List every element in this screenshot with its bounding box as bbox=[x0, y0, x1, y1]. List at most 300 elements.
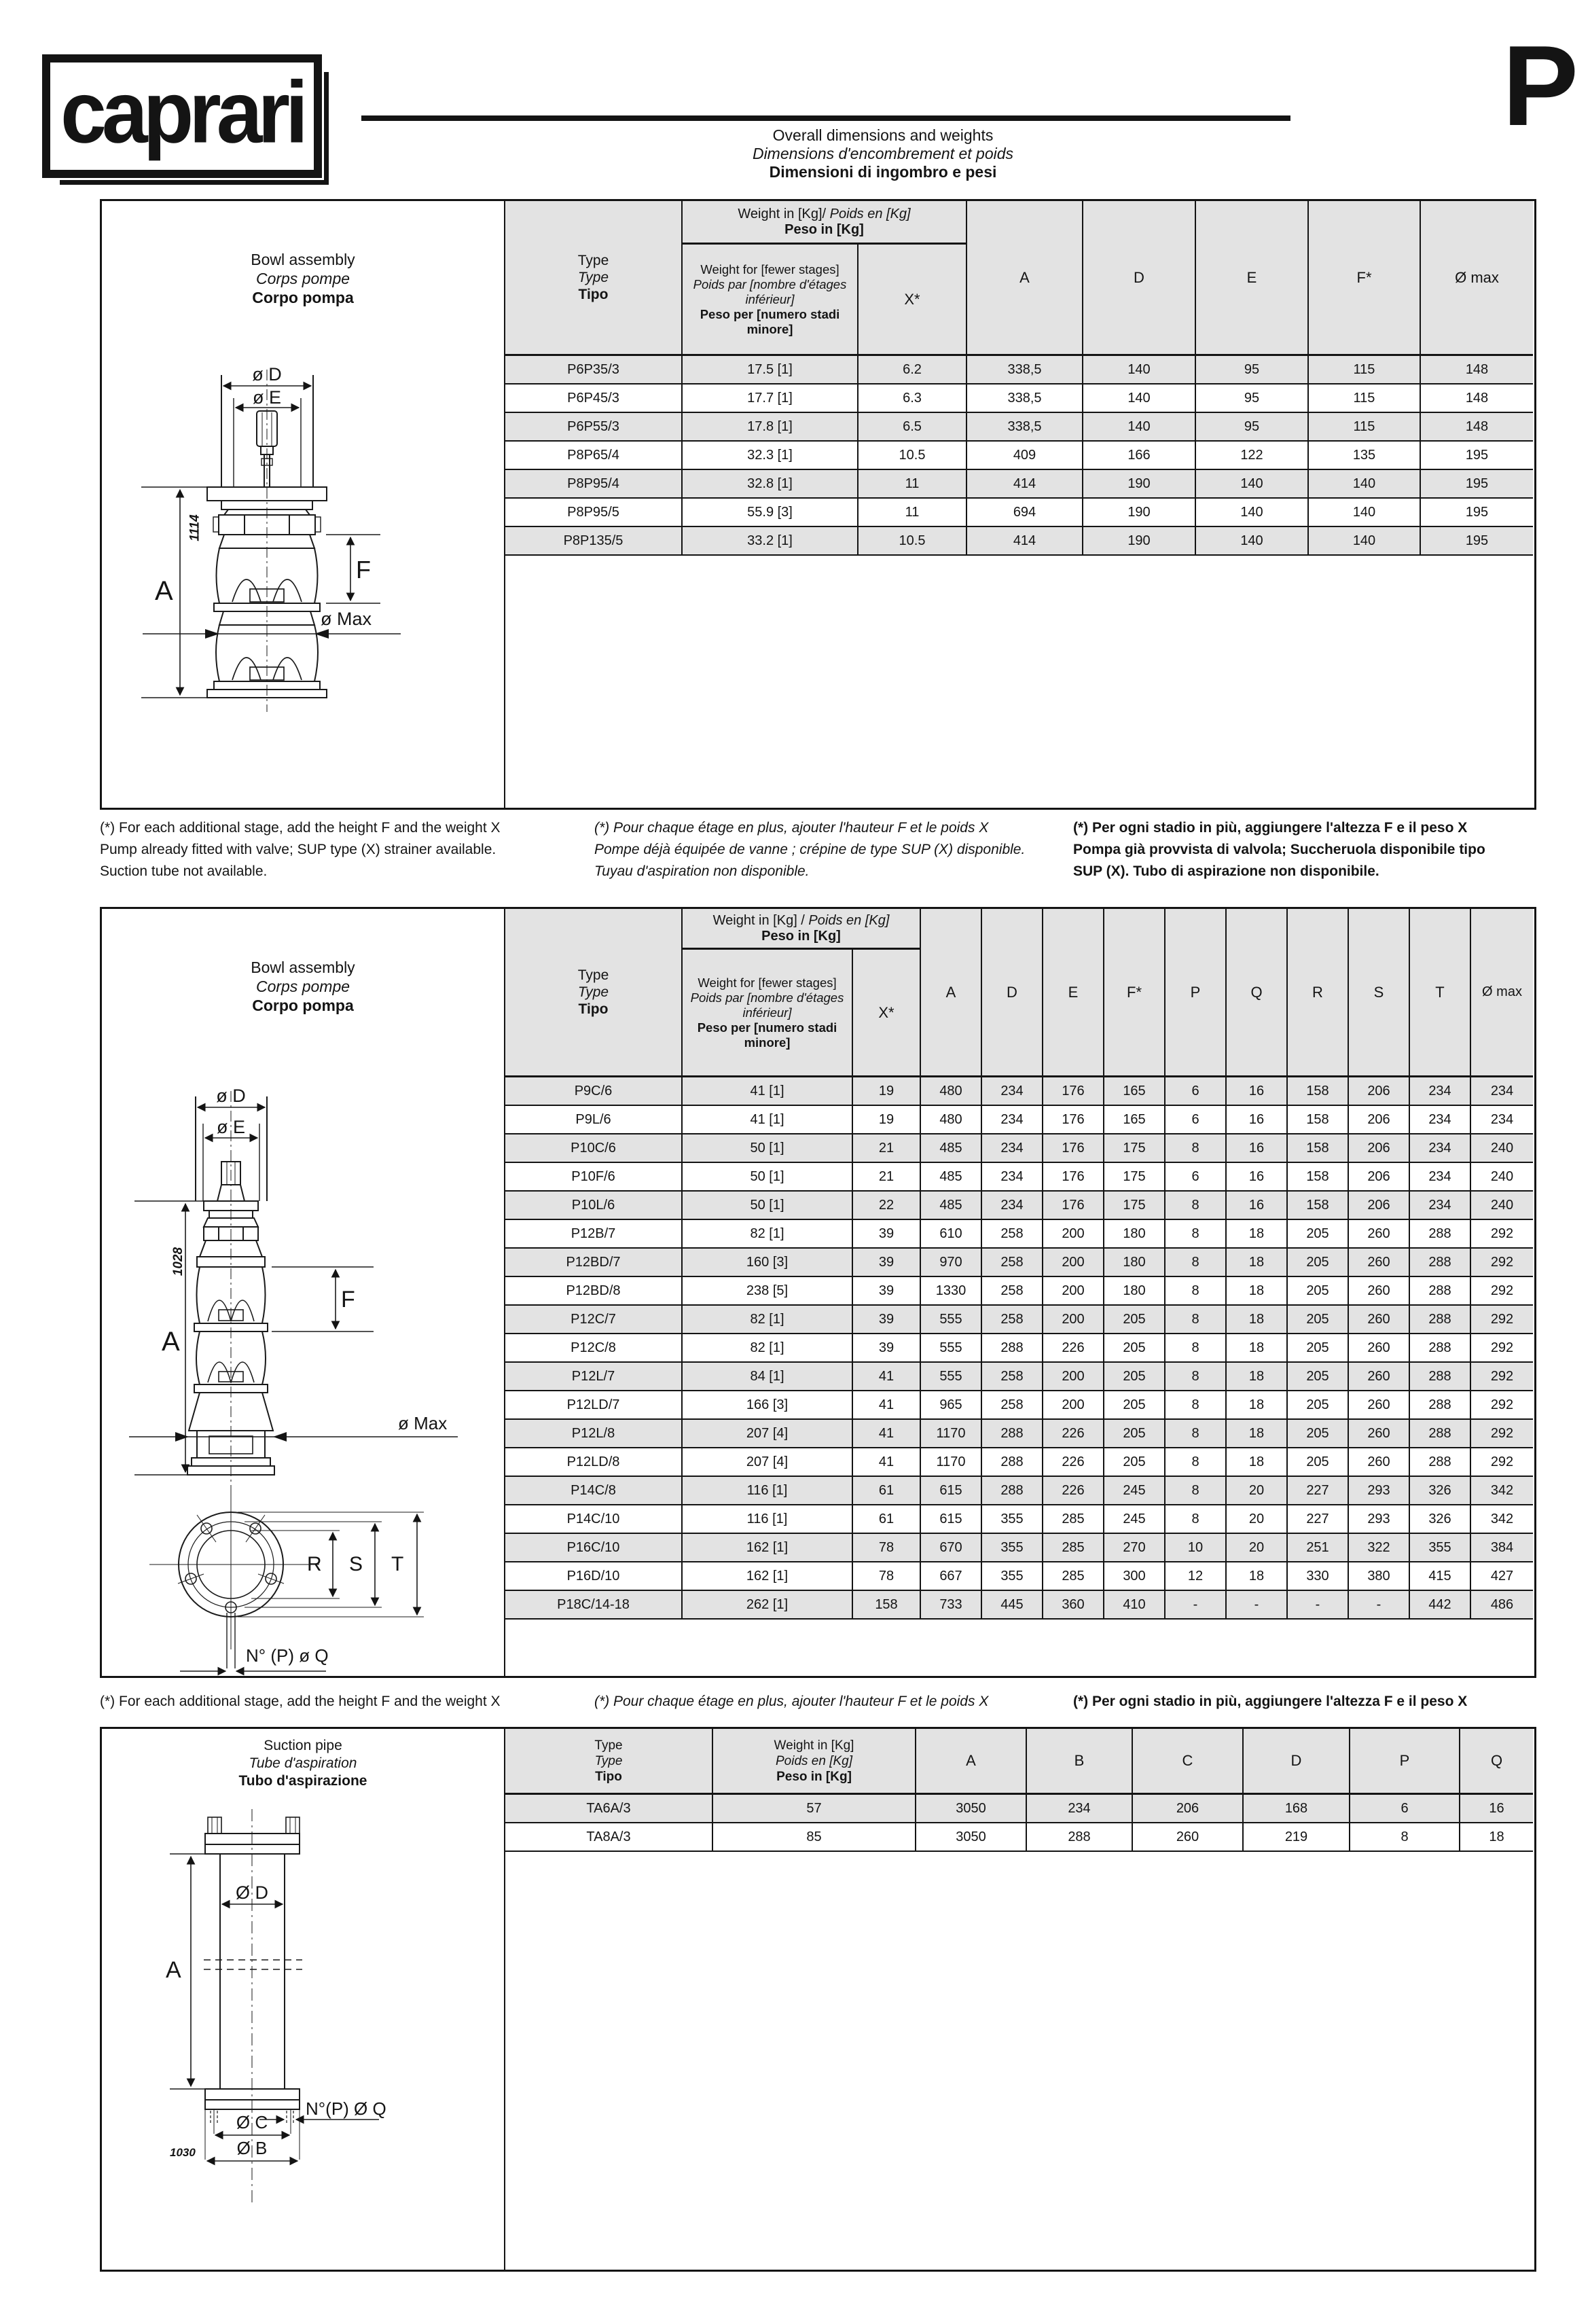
table-cell: 180 bbox=[1104, 1277, 1166, 1304]
table-cell: 21 bbox=[853, 1134, 921, 1162]
table-row bbox=[505, 1448, 1533, 1477]
table-cell: 10 bbox=[1166, 1534, 1227, 1561]
table-cell: 140 bbox=[1083, 385, 1196, 412]
table-cell: 10.5 bbox=[859, 527, 967, 554]
table-cell: 32.8 [1] bbox=[683, 470, 859, 497]
table-cell: 8 bbox=[1166, 1249, 1227, 1276]
table-cell: 260 bbox=[1349, 1220, 1410, 1247]
table-row bbox=[505, 527, 1533, 556]
table-cell: 175 bbox=[1104, 1192, 1166, 1219]
dim-label-s: S bbox=[349, 1553, 363, 1575]
col-header-Omax: Ø max bbox=[1482, 984, 1522, 999]
table-cell: 338,5 bbox=[967, 356, 1083, 383]
table-cell: P10L/6 bbox=[505, 1192, 683, 1219]
table-row bbox=[505, 1249, 1533, 1277]
table-cell: 200 bbox=[1043, 1220, 1104, 1247]
table-cell: 158 bbox=[853, 1591, 921, 1618]
dim-label-f: F bbox=[356, 556, 371, 584]
dim-label-npq: N° (P) ø Q bbox=[246, 1645, 329, 1666]
table-cell: 205 bbox=[1288, 1334, 1349, 1361]
table-cell: 18 bbox=[1227, 1334, 1288, 1361]
table-cell: 485 bbox=[921, 1192, 982, 1219]
table-cell: 10.5 bbox=[859, 442, 967, 469]
table-cell: 206 bbox=[1349, 1192, 1410, 1219]
table-cell: 140 bbox=[1196, 499, 1309, 526]
table-cell: 17.8 [1] bbox=[683, 413, 859, 440]
table-cell: P12B/7 bbox=[505, 1220, 683, 1247]
table-cell: 8 bbox=[1166, 1391, 1227, 1418]
table-cell: 8 bbox=[1166, 1277, 1227, 1304]
bowl-label-en: Bowl assembly bbox=[251, 251, 355, 268]
table-cell: 8 bbox=[1166, 1448, 1227, 1476]
dim-label-max: ø Max bbox=[398, 1413, 448, 1433]
table-cell: 158 bbox=[1288, 1106, 1349, 1133]
table-row bbox=[505, 356, 1533, 385]
weight-it: Peso in [Kg] bbox=[761, 928, 841, 944]
dim-label-d: ø D bbox=[252, 364, 282, 385]
table-cell: 240 bbox=[1490, 1168, 1514, 1184]
table-cell: 258 bbox=[982, 1249, 1043, 1276]
table-cell: P9C/6 bbox=[505, 1077, 683, 1105]
table-cell: 555 bbox=[921, 1334, 982, 1361]
table-cell: 50 [1] bbox=[683, 1163, 853, 1190]
table-cell: 195 bbox=[1465, 504, 1489, 520]
table-row bbox=[505, 1220, 1533, 1249]
table-cell: 6 bbox=[1166, 1106, 1227, 1133]
table-row bbox=[505, 1192, 1533, 1220]
drawing-code: 1028 bbox=[171, 1247, 186, 1276]
table-cell: 41 [1] bbox=[683, 1106, 853, 1133]
table-cell: 6.2 bbox=[859, 356, 967, 383]
table-cell: 260 bbox=[1349, 1249, 1410, 1276]
table-cell: 288 bbox=[1410, 1391, 1471, 1418]
table-cell: 251 bbox=[1288, 1534, 1349, 1561]
table-cell: - bbox=[1349, 1591, 1410, 1618]
suction-label-it: Tubo d'aspirazione bbox=[238, 1773, 367, 1789]
table-cell: 8 bbox=[1166, 1220, 1227, 1247]
table-cell: 292 bbox=[1490, 1340, 1514, 1355]
dim-label-r: R bbox=[307, 1553, 322, 1575]
table-cell: 176 bbox=[1043, 1192, 1104, 1219]
table-cell: 205 bbox=[1288, 1306, 1349, 1333]
table-cell: 258 bbox=[982, 1391, 1043, 1418]
table-cell: 486 bbox=[1490, 1596, 1514, 1612]
table-cell: 288 bbox=[1410, 1363, 1471, 1390]
table-cell: 176 bbox=[1043, 1134, 1104, 1162]
weight-header-group bbox=[683, 909, 921, 1075]
table-cell: 175 bbox=[1104, 1163, 1166, 1190]
table-cell: 180 bbox=[1104, 1220, 1166, 1247]
table-cell: 292 bbox=[1490, 1311, 1514, 1327]
table-cell: 226 bbox=[1043, 1477, 1104, 1504]
dim-label-d: ø D bbox=[216, 1086, 246, 1106]
footnote-line: Pompe déjà équipée de vanne ; crépine de type SUP (X) disponible. bbox=[594, 842, 1026, 857]
table-cell: 140 bbox=[1309, 499, 1421, 526]
table-cell: - bbox=[1166, 1591, 1227, 1618]
table-cell: 205 bbox=[1104, 1363, 1166, 1390]
table-cell: 342 bbox=[1490, 1482, 1514, 1498]
table-cell: 18 bbox=[1227, 1562, 1288, 1590]
table-cell: 288 bbox=[982, 1477, 1043, 1504]
table-cell: 205 bbox=[1288, 1220, 1349, 1247]
table-cell: 57 bbox=[713, 1795, 916, 1822]
table-cell: 288 bbox=[1410, 1334, 1471, 1361]
type-en: Type bbox=[594, 1738, 623, 1753]
dim-label-max: ø Max bbox=[321, 609, 372, 629]
footnote-fr bbox=[594, 819, 1025, 884]
table-cell: 176 bbox=[1043, 1106, 1104, 1133]
table-cell: 234 bbox=[1410, 1134, 1471, 1162]
table-cell: 206 bbox=[1133, 1795, 1244, 1822]
drawing-code: 1114 bbox=[187, 514, 202, 541]
table-cell: 18 bbox=[1227, 1306, 1288, 1333]
table-cell: P12C/8 bbox=[505, 1334, 683, 1361]
table-cell: 207 [4] bbox=[683, 1420, 853, 1447]
table-cell: 360 bbox=[1043, 1591, 1104, 1618]
col-header-A: A bbox=[916, 1729, 1027, 1793]
table-cell: 285 bbox=[1043, 1562, 1104, 1590]
footnote-it bbox=[1073, 1693, 1467, 1715]
table-cell: 18 bbox=[1227, 1391, 1288, 1418]
col-header-B: B bbox=[1027, 1729, 1133, 1793]
bowl-label-fr: Corps pompe bbox=[255, 978, 350, 995]
wsub-en: Weight for [fewer stages] bbox=[700, 262, 839, 276]
header-rule bbox=[361, 115, 1290, 121]
table-cell: 227 bbox=[1288, 1505, 1349, 1533]
bowl-assembly-table-1 bbox=[100, 199, 1536, 810]
weight-it: Peso in [Kg] bbox=[776, 1769, 852, 1784]
table-row bbox=[505, 442, 1533, 470]
table-row bbox=[505, 470, 1533, 499]
footnote-line: (*) For each additional stage, add the height F and the weight X bbox=[100, 820, 501, 836]
table-cell: 200 bbox=[1043, 1391, 1104, 1418]
title-it: Dimensioni di ingombro e pesi bbox=[769, 163, 997, 181]
table-cell: 22 bbox=[853, 1192, 921, 1219]
table-cell: 8 bbox=[1166, 1306, 1227, 1333]
table-row bbox=[505, 1562, 1533, 1591]
table-cell: 415 bbox=[1410, 1562, 1471, 1590]
dim-label-a: A bbox=[166, 1957, 181, 1983]
table-cell: 292 bbox=[1490, 1454, 1514, 1469]
dim-label-npq: N°(P) Ø Q bbox=[306, 2098, 386, 2119]
weight-fr: Poids en [Kg] bbox=[829, 206, 911, 221]
table-cell: - bbox=[1288, 1591, 1349, 1618]
weight-sub-header bbox=[683, 950, 853, 1075]
table-cell: 206 bbox=[1349, 1077, 1410, 1105]
col-header-E: E bbox=[1043, 909, 1104, 1075]
table-cell: 158 bbox=[1288, 1134, 1349, 1162]
footnote-line: (*) Pour chaque étage en plus, ajouter l'hauteur F et le poids X bbox=[594, 1694, 989, 1709]
table-cell: 166 [3] bbox=[683, 1391, 853, 1418]
bowl-label-en: Bowl assembly bbox=[251, 959, 355, 976]
table-cell: 414 bbox=[967, 470, 1083, 497]
table-cell: 260 bbox=[1133, 1823, 1244, 1851]
table-cell: P14C/8 bbox=[505, 1477, 683, 1504]
section-letter: P bbox=[1502, 22, 1579, 149]
table-cell: 205 bbox=[1288, 1363, 1349, 1390]
table-cell: 234 bbox=[1410, 1192, 1471, 1219]
bowl-diagram-cell-2 bbox=[102, 909, 505, 1676]
table-cell: 300 bbox=[1104, 1562, 1166, 1590]
table-cell: P8P95/5 bbox=[505, 499, 683, 526]
table-cell: 270 bbox=[1104, 1534, 1166, 1561]
table-cell: 1330 bbox=[921, 1277, 982, 1304]
table-cell: 148 bbox=[1465, 361, 1489, 377]
title-en: Overall dimensions and weights bbox=[772, 126, 994, 144]
dim-label-b: Ø B bbox=[236, 2138, 268, 2158]
table-cell: 176 bbox=[1043, 1077, 1104, 1105]
table-cell: 288 bbox=[1410, 1420, 1471, 1447]
table-cell: 414 bbox=[967, 527, 1083, 554]
table-cell: P12LD/8 bbox=[505, 1448, 683, 1476]
table-cell: 219 bbox=[1244, 1823, 1350, 1851]
table-cell: 12 bbox=[1166, 1562, 1227, 1590]
table-row bbox=[505, 1334, 1533, 1363]
table-cell: P8P95/4 bbox=[505, 470, 683, 497]
table-cell: P18C/14-18 bbox=[505, 1591, 683, 1618]
x-star-header: X* bbox=[904, 290, 920, 308]
table-cell: 610 bbox=[921, 1220, 982, 1247]
table-cell: 165 bbox=[1104, 1106, 1166, 1133]
table-cell: 18 bbox=[1227, 1363, 1288, 1390]
col-header-A: A bbox=[967, 201, 1083, 354]
wsub-en: Weight for [fewer stages] bbox=[698, 975, 837, 990]
table-cell: 288 bbox=[1027, 1823, 1133, 1851]
table-cell: 190 bbox=[1083, 470, 1196, 497]
table-cell: 11 bbox=[859, 499, 967, 526]
table-cell: 16 bbox=[1227, 1134, 1288, 1162]
table-cell: 82 [1] bbox=[683, 1220, 853, 1247]
table-cell: 260 bbox=[1349, 1306, 1410, 1333]
footnote-line: Tuyau d'aspiration non disponible. bbox=[594, 863, 810, 879]
table-cell: 262 [1] bbox=[683, 1591, 853, 1618]
type-fr: Type bbox=[577, 270, 609, 285]
table-cell: 195 bbox=[1465, 476, 1489, 491]
drawing-code: 1030 bbox=[170, 2146, 196, 2159]
table-cell: 288 bbox=[1410, 1448, 1471, 1476]
table-cell: 258 bbox=[982, 1306, 1043, 1333]
table-cell: P8P135/5 bbox=[505, 527, 683, 554]
table-cell: 140 bbox=[1083, 356, 1196, 383]
table-cell: 6 bbox=[1350, 1795, 1460, 1822]
table-cell: 234 bbox=[982, 1192, 1043, 1219]
table-cell: 205 bbox=[1104, 1334, 1166, 1361]
table-cell: 445 bbox=[982, 1591, 1043, 1618]
type-it: Tipo bbox=[578, 1001, 609, 1017]
table-cell: 41 bbox=[853, 1391, 921, 1418]
type-en: Type bbox=[577, 967, 609, 983]
table-row bbox=[505, 1163, 1533, 1192]
table-cell: 288 bbox=[982, 1420, 1043, 1447]
table1-rows bbox=[505, 356, 1533, 556]
table-row bbox=[505, 1306, 1533, 1334]
table-cell: 116 [1] bbox=[683, 1477, 853, 1504]
table-cell: 355 bbox=[982, 1505, 1043, 1533]
wsub-it: Peso per [numero stadi minore] bbox=[697, 1020, 837, 1050]
bowl-diagram-cell-1 bbox=[102, 201, 505, 808]
table-cell: 292 bbox=[1490, 1283, 1514, 1298]
table-cell: 32.3 [1] bbox=[683, 442, 859, 469]
table-cell: 82 [1] bbox=[683, 1306, 853, 1333]
col-header-F: F* bbox=[1104, 909, 1166, 1075]
table-cell: 148 bbox=[1465, 418, 1489, 434]
table-cell: 234 bbox=[1490, 1083, 1514, 1098]
table-row bbox=[505, 1277, 1533, 1306]
table-cell: 115 bbox=[1309, 385, 1421, 412]
col-header-P: P bbox=[1350, 1729, 1460, 1793]
table-cell: 20 bbox=[1227, 1534, 1288, 1561]
table-cell: 85 bbox=[713, 1823, 916, 1851]
bowl-label-it: Corpo pompa bbox=[252, 997, 354, 1014]
table-cell: 17.5 [1] bbox=[683, 356, 859, 383]
table-cell: 158 bbox=[1288, 1192, 1349, 1219]
table-cell: 480 bbox=[921, 1077, 982, 1105]
pump-diagram-1 bbox=[102, 201, 504, 808]
table1-header bbox=[505, 201, 1533, 356]
table-cell: 200 bbox=[1043, 1249, 1104, 1276]
table-cell: 50 [1] bbox=[683, 1192, 853, 1219]
col-header-Omax: Ø max bbox=[1455, 268, 1499, 286]
type-en: Type bbox=[577, 253, 609, 268]
table-cell: 240 bbox=[1490, 1140, 1514, 1156]
col-header-E: E bbox=[1196, 201, 1309, 354]
col-header-A: A bbox=[921, 909, 982, 1075]
table-cell: 285 bbox=[1043, 1505, 1104, 1533]
footnote-line: (*) Per ogni stadio in più, aggiungere l'altezza F e il peso X bbox=[1073, 820, 1468, 836]
table-cell: 41 bbox=[853, 1420, 921, 1447]
table-cell: 227 bbox=[1288, 1477, 1349, 1504]
table-cell: 338,5 bbox=[967, 385, 1083, 412]
table-cell: P10C/6 bbox=[505, 1134, 683, 1162]
table-cell: 16 bbox=[1227, 1163, 1288, 1190]
table-cell: 292 bbox=[1490, 1368, 1514, 1384]
table-cell: 442 bbox=[1410, 1591, 1471, 1618]
table-cell: 190 bbox=[1083, 527, 1196, 554]
table-cell: 190 bbox=[1083, 499, 1196, 526]
table2-header bbox=[505, 909, 1533, 1077]
table-cell: 260 bbox=[1349, 1363, 1410, 1390]
table-cell: 18 bbox=[1227, 1249, 1288, 1276]
table-cell: 17.7 [1] bbox=[683, 385, 859, 412]
table-cell: 148 bbox=[1465, 390, 1489, 406]
table-cell: 19 bbox=[853, 1077, 921, 1105]
table-cell: 355 bbox=[1410, 1534, 1471, 1561]
table-cell: 18 bbox=[1227, 1448, 1288, 1476]
table-cell: P14C/10 bbox=[505, 1505, 683, 1533]
type-it: Tipo bbox=[595, 1769, 622, 1784]
type-fr: Type bbox=[577, 984, 609, 1000]
table-cell: 694 bbox=[967, 499, 1083, 526]
weight-header bbox=[683, 201, 966, 245]
table-cell: 160 [3] bbox=[683, 1249, 853, 1276]
col-header-S: S bbox=[1349, 909, 1410, 1075]
table-cell: 162 [1] bbox=[683, 1562, 853, 1590]
table-cell: 555 bbox=[921, 1363, 982, 1390]
table-row bbox=[505, 1363, 1533, 1391]
table-cell: 234 bbox=[982, 1134, 1043, 1162]
table-row bbox=[505, 1505, 1533, 1534]
weight-sub-row bbox=[683, 245, 966, 354]
table-cell: 140 bbox=[1196, 527, 1309, 554]
table-cell: 41 [1] bbox=[683, 1077, 853, 1105]
table-cell: 158 bbox=[1288, 1163, 1349, 1190]
table-cell: 288 bbox=[1410, 1249, 1471, 1276]
table-cell: 260 bbox=[1349, 1420, 1410, 1447]
table-cell: 33.2 [1] bbox=[683, 527, 859, 554]
type-header bbox=[505, 909, 683, 1075]
table-cell: 326 bbox=[1410, 1505, 1471, 1533]
table-cell: P12LD/7 bbox=[505, 1391, 683, 1418]
pump-diagram-2 bbox=[102, 909, 504, 1676]
table-cell: 330 bbox=[1288, 1562, 1349, 1590]
table-cell: 3050 bbox=[916, 1823, 1027, 1851]
col-header-D: D bbox=[1244, 1729, 1350, 1793]
table-cell: 322 bbox=[1349, 1534, 1410, 1561]
table-cell: 205 bbox=[1288, 1391, 1349, 1418]
col-header-T: T bbox=[1410, 909, 1471, 1075]
table-cell: 485 bbox=[921, 1163, 982, 1190]
table-cell: 8 bbox=[1166, 1420, 1227, 1447]
table-cell: 162 [1] bbox=[683, 1534, 853, 1561]
suction-pipe-table bbox=[100, 1727, 1536, 2272]
table-row bbox=[505, 385, 1533, 413]
table-cell: 6 bbox=[1166, 1163, 1227, 1190]
table-cell: 234 bbox=[1410, 1077, 1471, 1105]
bowl-label-it: Corpo pompa bbox=[252, 289, 354, 306]
table-cell: 206 bbox=[1349, 1106, 1410, 1133]
table-cell: 168 bbox=[1244, 1795, 1350, 1822]
table-row bbox=[505, 1106, 1533, 1134]
dim-label-e: ø E bbox=[252, 387, 281, 408]
footnote-fr bbox=[594, 1693, 988, 1715]
table-cell: 200 bbox=[1043, 1277, 1104, 1304]
footnote-line: SUP (X). Tubo di aspirazione non disponibile. bbox=[1073, 863, 1379, 879]
table-row bbox=[505, 413, 1533, 442]
dim-label-d: Ø D bbox=[235, 1882, 268, 1903]
caprari-logo bbox=[42, 54, 322, 178]
table-cell: 140 bbox=[1083, 413, 1196, 440]
table-cell: 41 bbox=[853, 1448, 921, 1476]
table-cell: 485 bbox=[921, 1134, 982, 1162]
weight-sub-header bbox=[683, 245, 859, 354]
table-cell: 338,5 bbox=[967, 413, 1083, 440]
dim-label-f: F bbox=[341, 1287, 355, 1312]
table-cell: 355 bbox=[982, 1534, 1043, 1561]
table-cell: 84 [1] bbox=[683, 1363, 853, 1390]
table-cell: 234 bbox=[982, 1077, 1043, 1105]
table-cell: 16 bbox=[1227, 1192, 1288, 1219]
table-cell: 140 bbox=[1309, 527, 1421, 554]
dim-label-a: A bbox=[155, 576, 173, 606]
table-cell: 200 bbox=[1043, 1363, 1104, 1390]
col-header-F: F* bbox=[1309, 201, 1421, 354]
col-header-C: C bbox=[1133, 1729, 1244, 1793]
table-cell: 667 bbox=[921, 1562, 982, 1590]
table-cell: 260 bbox=[1349, 1448, 1410, 1476]
footnote-line: (*) For each additional stage, add the height F and the weight X bbox=[100, 1694, 501, 1709]
table-cell: P6P45/3 bbox=[505, 385, 683, 412]
table-cell: 95 bbox=[1196, 413, 1309, 440]
table-cell: 965 bbox=[921, 1391, 982, 1418]
col-header-P: P bbox=[1166, 909, 1227, 1075]
table-cell: 95 bbox=[1196, 385, 1309, 412]
table-cell: 205 bbox=[1104, 1420, 1166, 1447]
table-cell: 78 bbox=[853, 1534, 921, 1561]
weight-en: Weight in [Kg] bbox=[774, 1738, 854, 1753]
table-cell: 195 bbox=[1465, 447, 1489, 463]
table-cell: P12BD/7 bbox=[505, 1249, 683, 1276]
type-header bbox=[505, 1729, 713, 1793]
